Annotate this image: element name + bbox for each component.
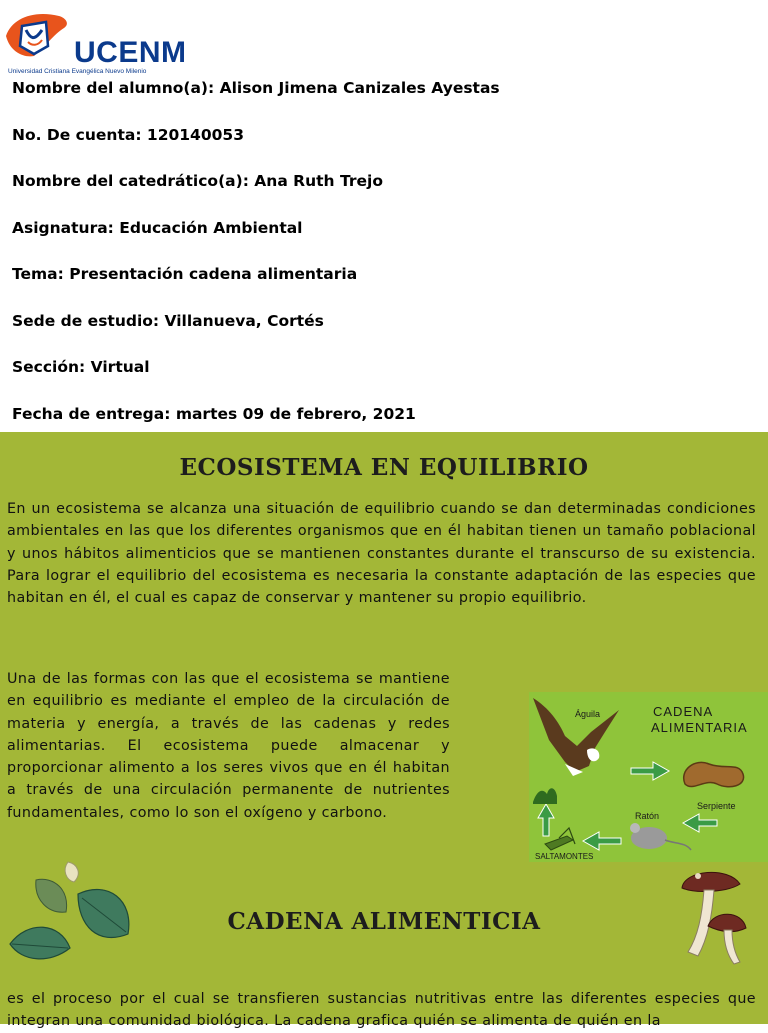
section-title-ecosistema: ECOSISTEMA EN EQUILIBRIO [179,454,589,481]
mushroom-decoration [668,866,748,972]
paragraph-cadena: es el proceso por el cual se transfieren sustancias nutritivas entre las diferentes especies que integran una comunidad biológica. La cadena grafica quién se alimenta de quién en la [7,991,756,1030]
paragraph-circulacion: Una de las formas con las que el ecosistema se mantiene en equilibrio es mediante el empleo de la circulación de materia y energía, a través de las cadenas y redes alimentarias. El ecosistema puede almacenar y proporcionar alimento a los seres vivos que en él habitan a través de una circulación permanente de nutrientes fundamentales, como lo son el oxígeno y carbono. [7,671,450,821]
logo-subtitle: Universidad Cristiana Evangélica Nuevo Milenio [8,68,147,75]
paragraph-equilibrio: En un ecosistema se alcanza una situación de equilibrio cuando se dan determinadas condiciones ambientales en las que los diferentes organismos que en él habitan tienen un tamaño poblacional y unos hábitos alimenticios que se mantienen constantes durante el transcurso de su existencia. Para lograr el equilibrio del ecosistema es necesaria la constante adaptación de las especies que habitan en él, el cual es capaz de conservar y mantener su propio equilibrio. [7,501,756,607]
section: Sección: Virtual [12,358,150,376]
label-grasshopper: SALTAMONTES [535,852,594,861]
subject: Asignatura: Educación Ambiental [12,219,303,237]
account-number: No. De cuenta: 120140053 [12,126,244,144]
student-name: Nombre del alumno(a): Alison Jimena Canizales Ayestas [12,79,500,97]
section-title-cadena: CADENA ALIMENTICIA [227,908,541,935]
chain-title-line1: CADENA [653,704,714,719]
food-chain-illustration [529,692,768,862]
food-chain-image [529,692,768,862]
professor-name: Nombre del catedrático(a): Ana Ruth Trejo [12,172,383,190]
campus: Sede de estudio: Villanueva, Cortés [12,312,324,330]
header-section [0,0,768,432]
mushroom-icon [668,866,748,972]
label-snake: Serpiente [697,801,736,811]
label-eagle: Águila [575,709,601,719]
due-date: Fecha de entrega: martes 09 de febrero, 2021 [12,405,416,423]
chain-title-line2: ALIMENTARIA [651,720,748,735]
logo-emblem-icon [4,8,74,64]
ucenm-logo [4,8,187,75]
label-mouse: Ratón [635,811,660,821]
topic: Tema: Presentación cadena alimentaria [12,265,358,283]
logo-name: UCENM [74,36,187,69]
